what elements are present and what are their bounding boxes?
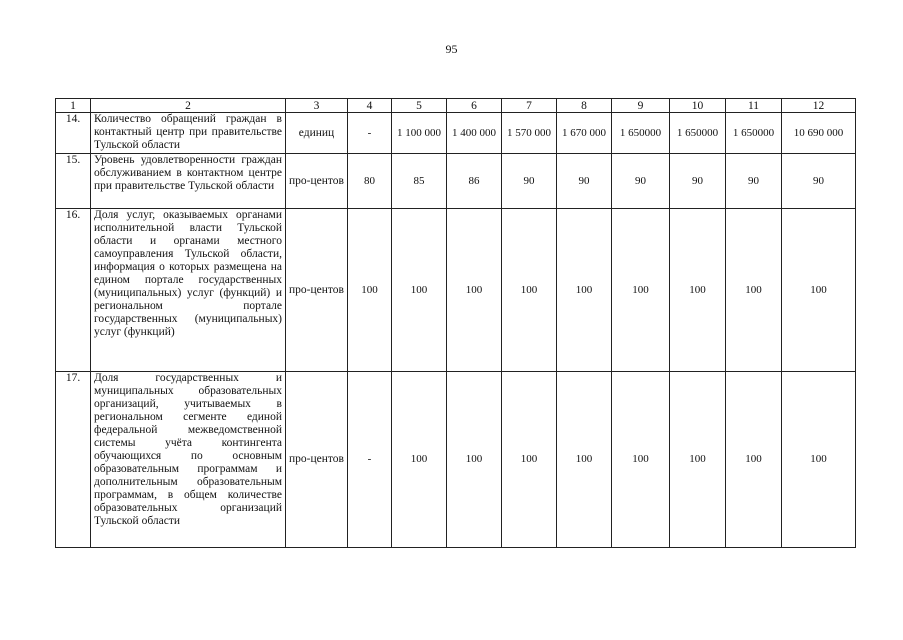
value-cell: 100 (392, 209, 447, 372)
value-cell: 100 (726, 209, 782, 372)
value-cell: 1 570 000 (502, 113, 557, 154)
value-cell: 100 (726, 372, 782, 548)
value-cell: 100 (502, 209, 557, 372)
value-cell: 100 (612, 209, 670, 372)
unit-cell: про-центов (286, 209, 348, 372)
value-cell: 100 (782, 209, 856, 372)
value-cell: 100 (557, 372, 612, 548)
table-row (56, 113, 856, 154)
row-number: 15. (56, 154, 91, 209)
indicator-name: Количество обращений граждан в контактный центр при правительстве Тульской области (91, 113, 286, 154)
unit-cell: про-центов (286, 154, 348, 209)
header-cell: 7 (502, 99, 557, 113)
value-cell: 85 (392, 154, 447, 209)
value-cell: 90 (557, 154, 612, 209)
header-cell: 12 (782, 99, 856, 113)
value-cell: 90 (612, 154, 670, 209)
header-cell: 2 (91, 99, 286, 113)
indicator-name: Доля услуг, оказываемых органами исполнительной власти Тульской области и органами местного самоуправления Тульской области, информация о которых размещена на едином портале государственных (муниципальных) услуг (функций) и региональном портале государственных (муниципальных) услуг (функций) (91, 209, 286, 372)
row-number: 16. (56, 209, 91, 372)
value-cell: - (348, 372, 392, 548)
value-cell: 90 (670, 154, 726, 209)
value-cell: 100 (502, 372, 557, 548)
value-cell: 100 (348, 209, 392, 372)
indicator-name: Доля государственных и муниципальных образовательных организаций, учитываемых в региональном сегменте единой федеральной межведомственной системы учёта контингента обучающихся по основным образовательным программам и дополнительным образовательным программам, в общем количестве образовательных организаций Тульской области (91, 372, 286, 548)
value-cell: 1 100 000 (392, 113, 447, 154)
value-cell: 100 (670, 209, 726, 372)
header-cell: 10 (670, 99, 726, 113)
unit-cell: единиц (286, 113, 348, 154)
value-cell: 90 (782, 154, 856, 209)
table-row (56, 372, 856, 548)
header-cell: 1 (56, 99, 91, 113)
indicators-table (55, 98, 856, 548)
header-cell: 8 (557, 99, 612, 113)
value-cell: 1 650000 (726, 113, 782, 154)
header-cell: 6 (447, 99, 502, 113)
table-header-row (56, 99, 856, 113)
value-cell: 100 (557, 209, 612, 372)
value-cell: 86 (447, 154, 502, 209)
value-cell: 100 (447, 372, 502, 548)
value-cell: 90 (502, 154, 557, 209)
value-cell: 10 690 000 (782, 113, 856, 154)
value-cell: 100 (612, 372, 670, 548)
page-number: 95 (445, 42, 458, 56)
value-cell: 100 (670, 372, 726, 548)
header-cell: 5 (392, 99, 447, 113)
header-cell: 3 (286, 99, 348, 113)
table-row (56, 154, 856, 209)
value-cell: 1 670 000 (557, 113, 612, 154)
table-row (56, 209, 856, 372)
value-cell: 1 650000 (670, 113, 726, 154)
value-cell: 90 (726, 154, 782, 209)
value-cell: - (348, 113, 392, 154)
value-cell: 100 (392, 372, 447, 548)
header-cell: 4 (348, 99, 392, 113)
header-cell: 11 (726, 99, 782, 113)
header-cell: 9 (612, 99, 670, 113)
value-cell: 1 650000 (612, 113, 670, 154)
row-number: 17. (56, 372, 91, 548)
value-cell: 100 (447, 209, 502, 372)
unit-cell: про-центов (286, 372, 348, 548)
value-cell: 1 400 000 (447, 113, 502, 154)
row-number: 14. (56, 113, 91, 154)
indicator-name: Уровень удовлетворенности граждан обслуживанием в контактном центре при правительстве Тульской области (91, 154, 286, 209)
value-cell: 80 (348, 154, 392, 209)
value-cell: 100 (782, 372, 856, 548)
